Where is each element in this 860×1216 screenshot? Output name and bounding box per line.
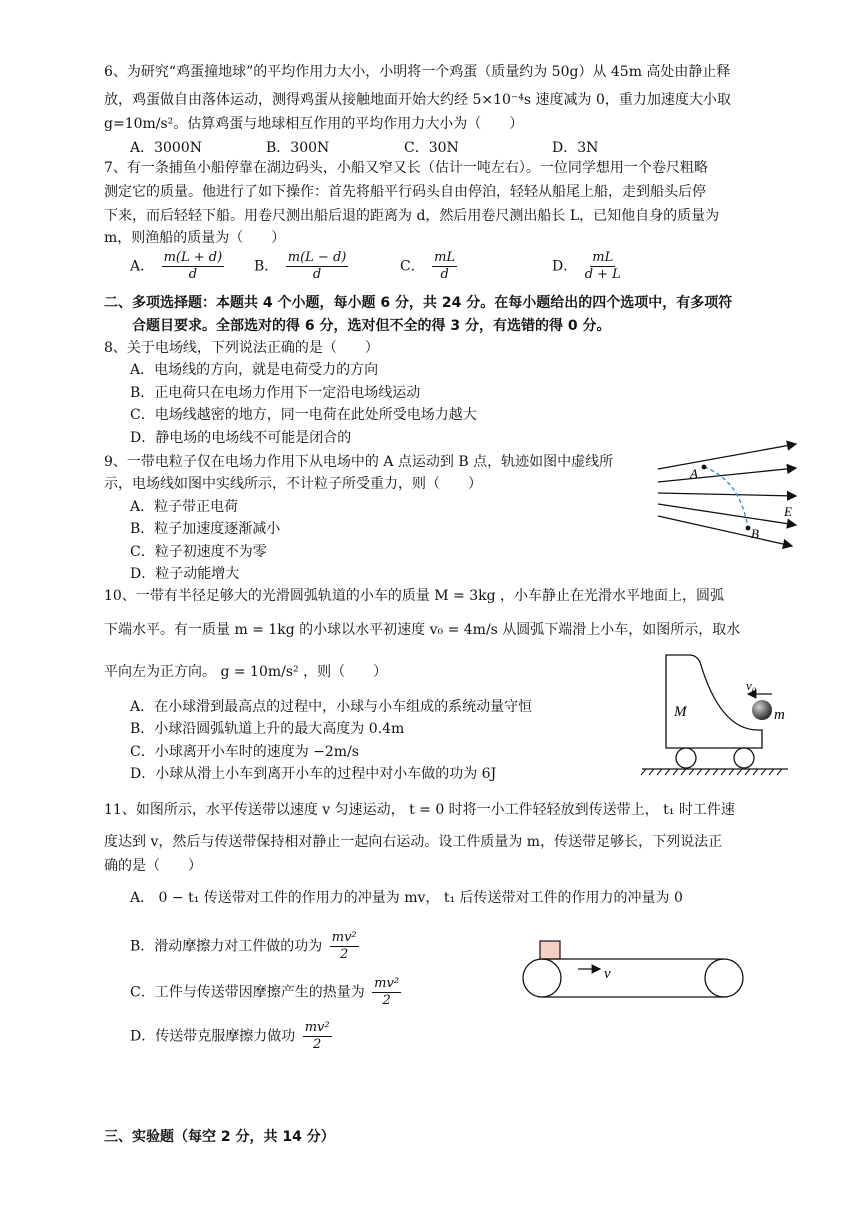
cart-mass-label: M [674, 704, 687, 720]
electric-field-figure [650, 440, 800, 550]
q10-stem-line2: 下端水平。有一质量 m = 1kg 的小球以水平初速度 v₀ = 4m/s 从圆弧下端滑上小车，如图所示，取水 [104, 622, 741, 638]
q7-option-b [254, 250, 351, 283]
fraction-numerator: mv² [304, 1020, 330, 1035]
point-a-label: A [690, 466, 698, 481]
q7-stem-line3: 下来，而后轻轻下船。用卷尺测出船后退的距离为 d，然后用卷尺测出船长 L，已知他自身的质量为 [104, 208, 720, 224]
q8-option-d: D．静电场的电场线不可能是闭合的 [130, 430, 352, 446]
field-line [658, 493, 796, 496]
option-label: C． [400, 258, 425, 275]
option-label: A． [130, 258, 155, 275]
q7-stem-line2: 测定它的质量。他进行了如下操作：首先将船平行码头自由停泊，轻轻从船尾上船，走到船头后停 [104, 184, 706, 200]
fraction-denominator: d [440, 267, 449, 282]
q9-option-d: D．粒子动能增大 [130, 566, 240, 582]
q9-option-a: A．粒子带正电荷 [130, 499, 239, 515]
option-label: B． [254, 258, 279, 275]
fraction [372, 976, 401, 1009]
q8-stem: 8、关于电场线，下列说法正确的是（ ） [104, 340, 379, 356]
cart-wheel [734, 748, 754, 768]
q6-option-b: B．300N [266, 140, 330, 156]
field-line [658, 468, 796, 482]
fraction-numerator: mL [592, 250, 614, 265]
cart-body [666, 655, 762, 748]
q7-stem-line4: m，则渔船的质量为（ ） [104, 230, 286, 246]
q11-option-d [130, 1020, 335, 1053]
q9-stem-line1: 9、一带电粒子仅在电场力作用下从电场中的 A 点运动到 B 点，轨迹如图中虚线所 [104, 454, 614, 470]
point-a-dot [702, 465, 707, 470]
point-b-dot [746, 526, 751, 531]
q10-option-a: A．在小球滑到最高点的过程中，小球与小车组成的系统动量守恒 [130, 699, 533, 715]
ground-hatch [641, 769, 782, 775]
q8-option-b: B．正电荷只在电场力作用下一定沿电场线运动 [130, 385, 421, 401]
option-text: C．工件与传送带因摩擦产生的热量为 [130, 984, 365, 1001]
option-text: B．滑动摩擦力对工件做的功为 [130, 938, 323, 955]
q7-option-c [400, 250, 460, 283]
cart-figure [640, 652, 790, 778]
q9-option-b: B．粒子加速度逐渐减小 [130, 521, 281, 537]
q10-stem-line3: 平向左为正方向。 g = 10m/s² ，则（ ） [104, 664, 388, 680]
fraction-numerator: mL [434, 250, 456, 265]
fraction [303, 1020, 332, 1053]
right-roller [705, 959, 743, 997]
field-line [658, 444, 796, 469]
option-text: D．传送带克服摩擦力做功 [130, 1028, 296, 1045]
point-b-label: B [751, 526, 759, 541]
fraction-numerator: m(L + d) [163, 250, 223, 265]
fraction [330, 930, 359, 963]
q7-option-d [552, 250, 624, 283]
q8-option-c: C．电场线越密的地方，同一电荷在此处所受电场力越大 [130, 407, 477, 423]
q11-stem-line2: 度达到 v，然后与传送带保持相对静止一起向右运动。设工件质量为 m，传送带足够长，下列说法正 [104, 834, 723, 850]
v0-label: v₀ [746, 678, 757, 693]
q6-option-a: A．3000N [130, 140, 202, 156]
q11-option-c [130, 976, 404, 1009]
section3-heading: 三、实验题（每空 2 分，共 14 分） [104, 1129, 335, 1145]
field-e-label: E [784, 504, 792, 519]
fraction-numerator: mv² [331, 930, 357, 945]
fraction-denominator: 2 [312, 1037, 322, 1052]
q11-option-b [130, 930, 362, 963]
q9-option-c: C．粒子初速度不为零 [130, 544, 267, 560]
fraction-denominator: d + L [584, 267, 621, 282]
q6-option-d: D．3N [552, 140, 599, 156]
q9-stem-line2: 示，电场线如图中实线所示，不计粒子所受重力，则（ ） [104, 476, 482, 492]
fraction-denominator: 2 [382, 993, 391, 1008]
q10-option-b: B．小球沿圆弧轨道上升的最大高度为 0.4m [130, 721, 405, 737]
fraction-denominator: d [188, 267, 198, 282]
fraction-numerator: mv² [374, 976, 400, 991]
ball-mass-label: m [774, 707, 785, 723]
q10-option-d: D．小球从滑上小车到离开小车的过程中对小车做的功为 6J [130, 766, 497, 782]
cart-wheel [676, 748, 696, 768]
q7-stem-line1: 7、有一条捕鱼小船停靠在湖边码头，小船又窄又长（估计一吨左右）。一位同学想用一个卷尺粗略 [104, 160, 708, 176]
fraction-denominator: 2 [340, 947, 349, 962]
field-line [658, 516, 792, 546]
ball [752, 700, 772, 720]
q11-stem-line1: 11、如图所示，水平传送带以速度 v 匀速运动， t = 0 时将一小工件轻轻放到传送带上， t₁ 时工件速 [104, 802, 735, 818]
option-label: D． [552, 258, 578, 275]
field-line [658, 504, 796, 525]
left-roller [523, 959, 561, 997]
conveyor-belt-figure [518, 938, 750, 1000]
fraction-denominator: d [312, 267, 322, 282]
fraction [162, 250, 225, 283]
workpiece-block [540, 941, 560, 959]
fraction-numerator: m(L − d) [287, 250, 347, 265]
fraction [286, 250, 349, 283]
q6-stem-line2: 放，鸡蛋做自由落体运动，测得鸡蛋从接触地面开始大约经 5×10⁻⁴s 速度减为 0，重力加速度大小取 [104, 92, 731, 108]
fraction [585, 250, 621, 283]
q11-option-a: A． 0 − t₁ 传送带对工件的作用力的冲量为 mv， t₁ 后传送带对工件的作用力的冲量为 0 [130, 890, 683, 906]
q6-stem-line3: g=10m/s²。估算鸡蛋与地球相互作用的平均作用力大小为（ ） [104, 116, 524, 132]
section2-heading-line2: 合题目要求。全部选对的得 6 分，选对但不全的得 3 分，有选错的得 0 分。 [132, 318, 611, 334]
q8-option-a: A．电场线的方向，就是电荷受力的方向 [130, 362, 379, 378]
belt-velocity-label: v [604, 966, 611, 982]
section2-heading-line1: 二、多项选择题：本题共 4 个小题，每小题 6 分，共 24 分。在每小题给出的四个选项中，有多项符 [104, 295, 733, 311]
q7-option-a [130, 250, 227, 283]
q10-option-c: C．小球离开小车时的速度为 −2m/s [130, 744, 359, 760]
q6-stem-line1: 6、为研究“鸡蛋撞地球”的平均作用力大小，小明将一个鸡蛋（质量约为 50g）从 45m 高处由静止释 [104, 64, 731, 80]
q6-option-c: C．30N [404, 140, 459, 156]
fraction [432, 250, 457, 283]
q11-stem-line3: 确的是（ ） [104, 858, 202, 874]
q10-stem-line1: 10、一带有半径足够大的光滑圆弧轨道的小车的质量 M = 3kg ，小车静止在光滑水平地面上，圆弧 [104, 588, 725, 604]
